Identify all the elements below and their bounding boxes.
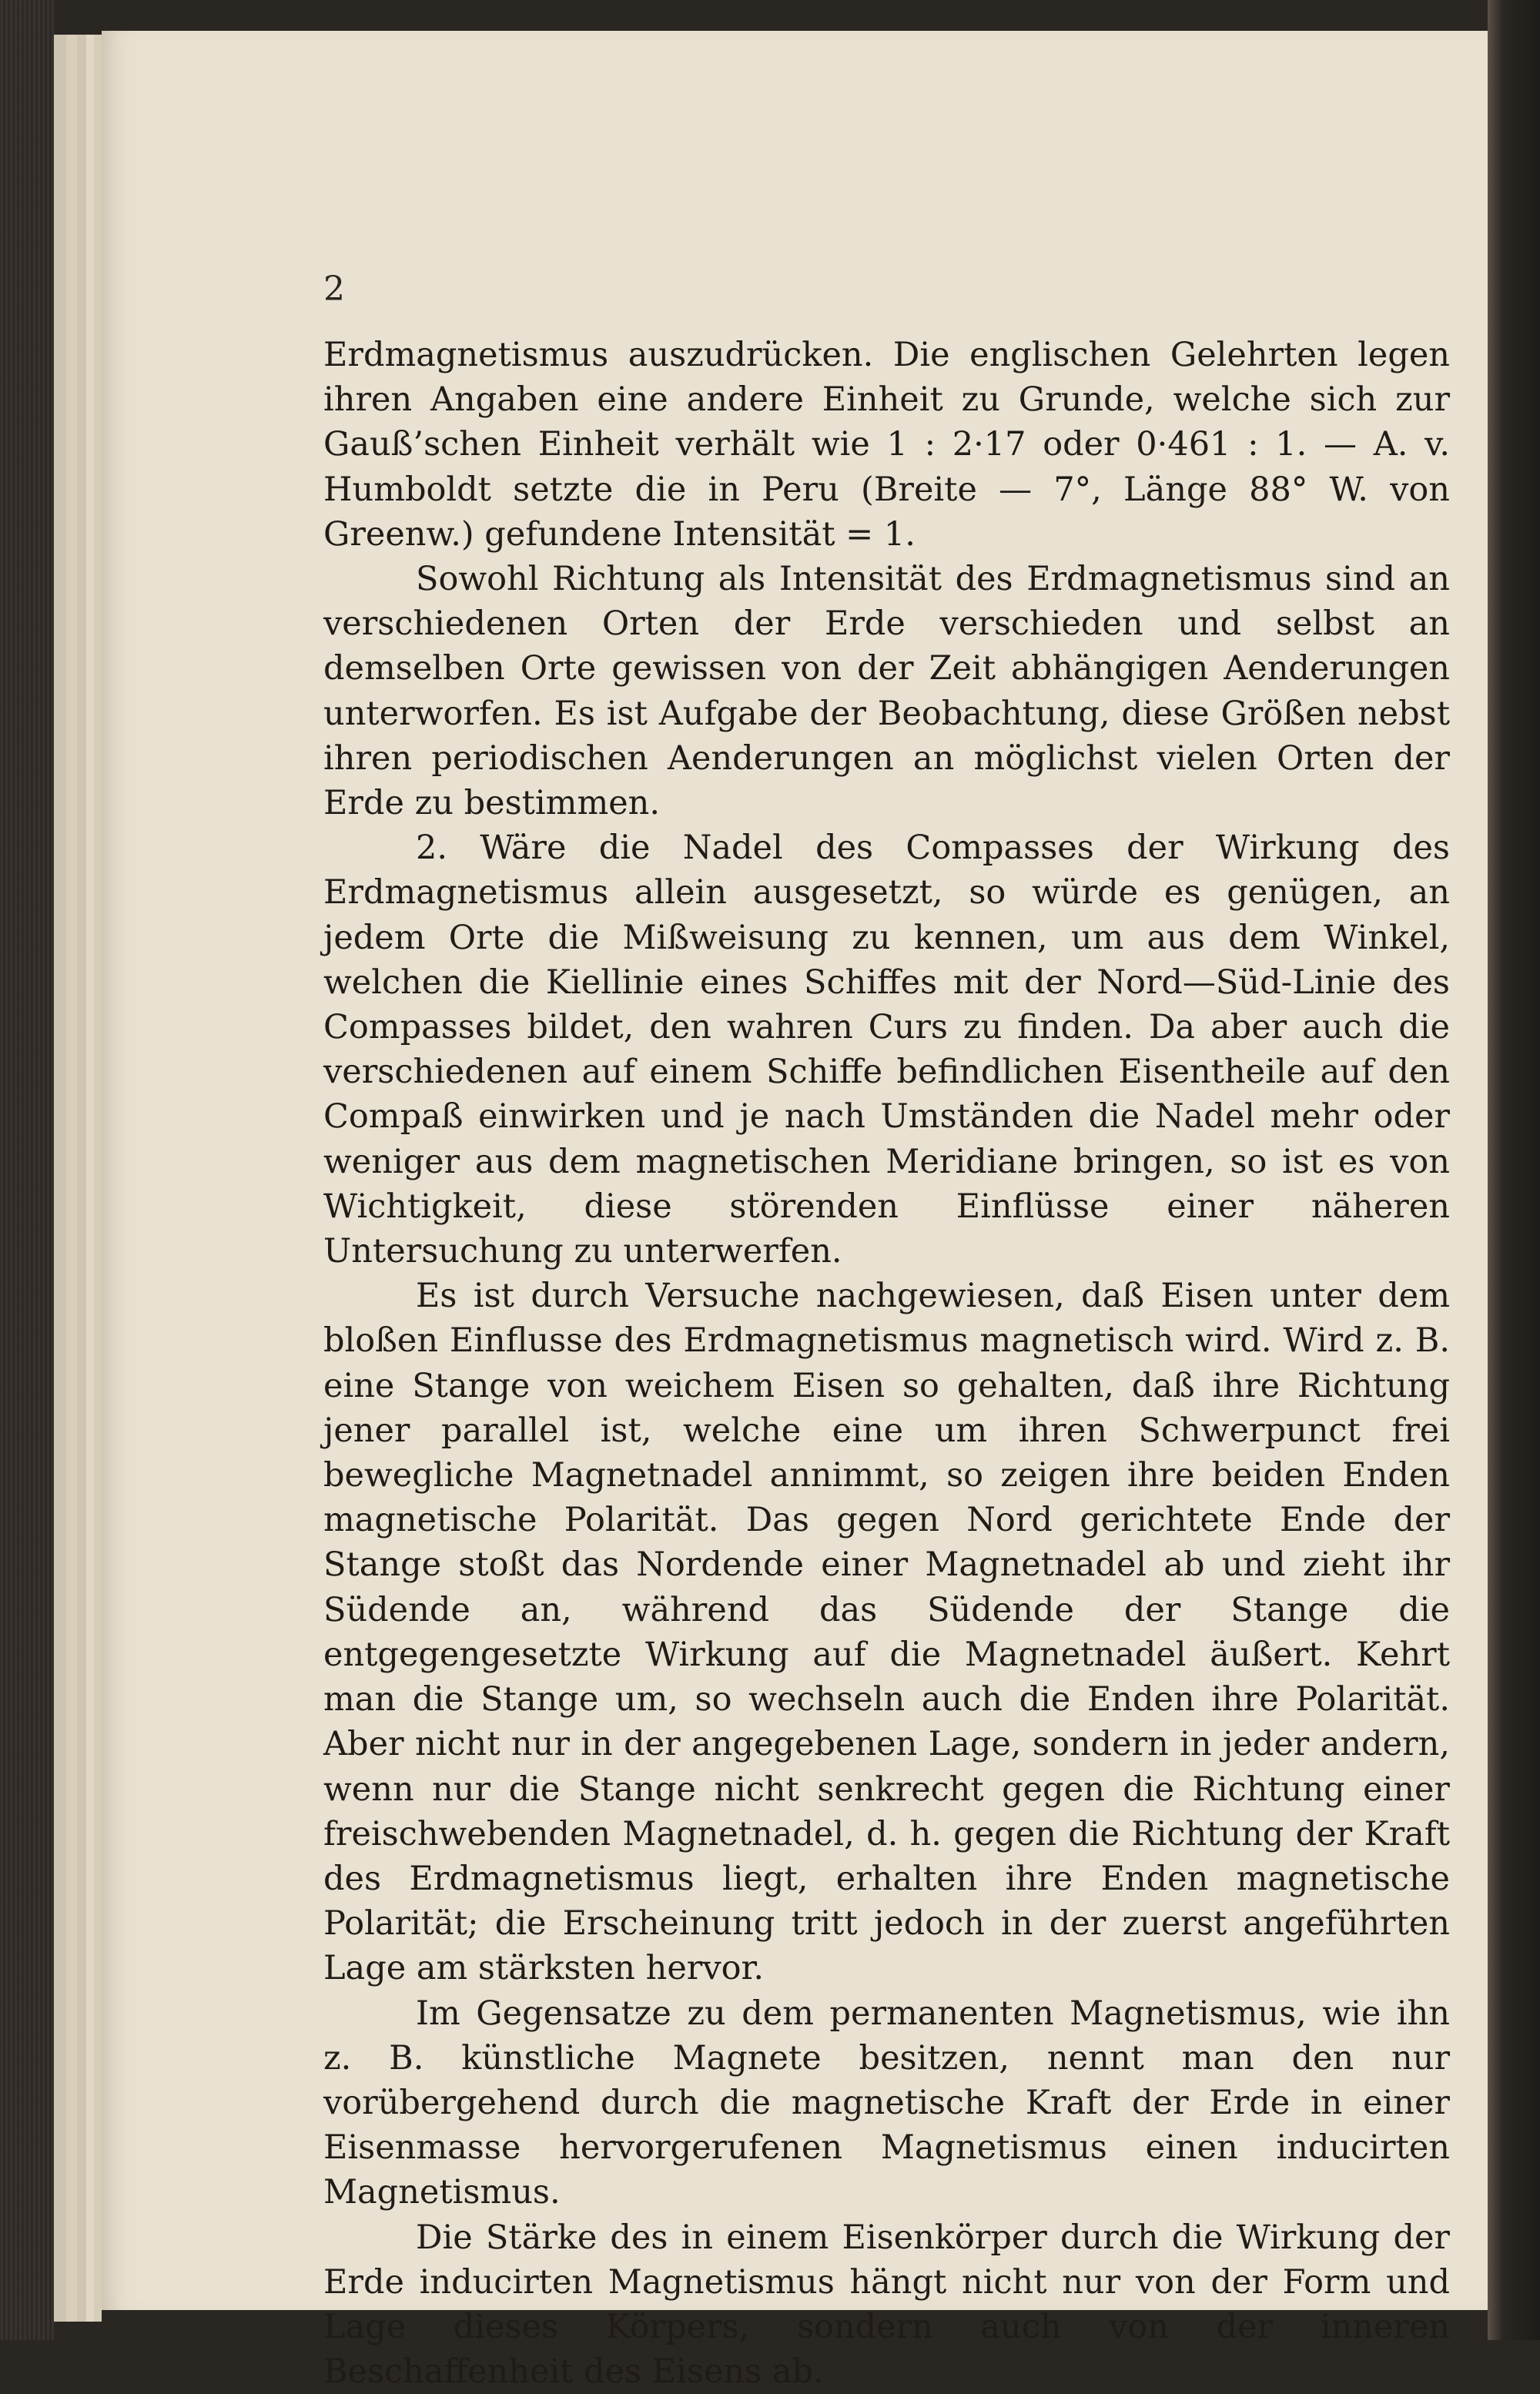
page-edge (94, 35, 102, 2322)
page-edge (66, 35, 77, 2322)
book-spine-shadow (1488, 0, 1540, 2340)
paragraph: Es ist durch Versuche nachgewiesen, daß Eisen unter dem bloßen Einflusse des Erdmagnetismus magnetisch wird. Wird z. B. eine Stange von weichem Eisen so gehalten, daß ihre Richtung jener parallel ist, welche eine um ihren Schwerpunct frei bewegliche Magnetnadel annimmt, so zeigen ihre beiden Enden magnetische Polarität. Das gegen Nord gerichtete Ende der Stange stoßt das Nordende einer Magnetnadel ab und zieht ihr Südende an, während das Südende der Stange die entgegengesetzte Wirkung auf die Magnetnadel äußert. Kehrt man die Stange um, so wechseln auch die Enden ihre Polarität. Aber nicht nur in der angegebenen Lage, sondern in jeder andern, wenn nur die Stange nicht senkrecht gegen die Richtung einer freischwebenden Magnetnadel, d. h. gegen die Richtung der Kraft des Erdmagnetismus liegt, erhalten ihre Enden magnetische Polarität; die Erscheinung tritt jedoch in der zuerst angeführten Lage am stärksten hervor. (323, 1277, 1450, 1988)
page-number: 2 (323, 270, 345, 309)
body-text (323, 333, 1450, 2394)
book-cover (0, 0, 54, 2340)
paragraph: Erdmagnetismus auszudrücken. Die englischen Gelehrten legen ihren Angaben eine andere Einheit zu Grunde, welche sich zur Gauß’schen Einheit verhält wie 1 : 2·17 oder 0·461 : 1. — A. v. Humboldt setzte die in Peru (Breite — 7°, Länge 88° W. von Greenw.) gefundene Intensität = 1. (323, 336, 1450, 554)
page-edge (86, 35, 94, 2322)
page-edge (54, 35, 66, 2322)
paragraph: 2. Wäre die Nadel des Compasses der Wirkung des Erdmagnetismus allein ausgesetzt, so würde es genügen, an jedem Orte die Mißweisung zu kennen, um aus dem Winkel, welchen die Kiellinie eines Schiffes mit der Nord—Süd-Linie des Compasses bildet, den wahren Curs zu finden. Da aber auch die verschiedenen auf einem Schiffe befindlichen Eisentheile auf den Compaß einwirken und je nach Umständen die Nadel mehr oder weniger aus dem magnetischen Meridiane bringen, so ist es von Wichtigkeit, diese störenden Einflüsse einer näheren Untersuchung zu unterwerfen. (323, 829, 1450, 1271)
paragraph: Die Stärke des in einem Eisenkörper durch die Wirkung der Erde inducirten Magnetismus hängt nicht nur von der Form und Lage dieses Körpers, sondern auch von der inneren Beschaffenheit des Eisens ab. (323, 2218, 1450, 2392)
paragraph: Sowohl Richtung als Intensität des Erdmagnetismus sind an verschiedenen Orten der Erde verschieden und selbst an demselben Orte gewissen von der Zeit abhängigen Aenderungen unterworfen. Es ist Aufgabe der Beobachtung, diese Größen nebst ihren periodischen Aenderungen an möglichst vielen Orten der Erde zu bestimmen. (323, 560, 1450, 823)
paragraph: Im Gegensatze zu dem permanenten Magnetismus, wie ihn z. B. künstliche Magnete besitzen, nennt man den nur vorübergehend durch die magnetische Kraft der Erde in einer Eisenmasse hervorgerufenen Magnetismus einen inducirten Magnetismus. (323, 1994, 1450, 2212)
page-edge (77, 35, 86, 2322)
